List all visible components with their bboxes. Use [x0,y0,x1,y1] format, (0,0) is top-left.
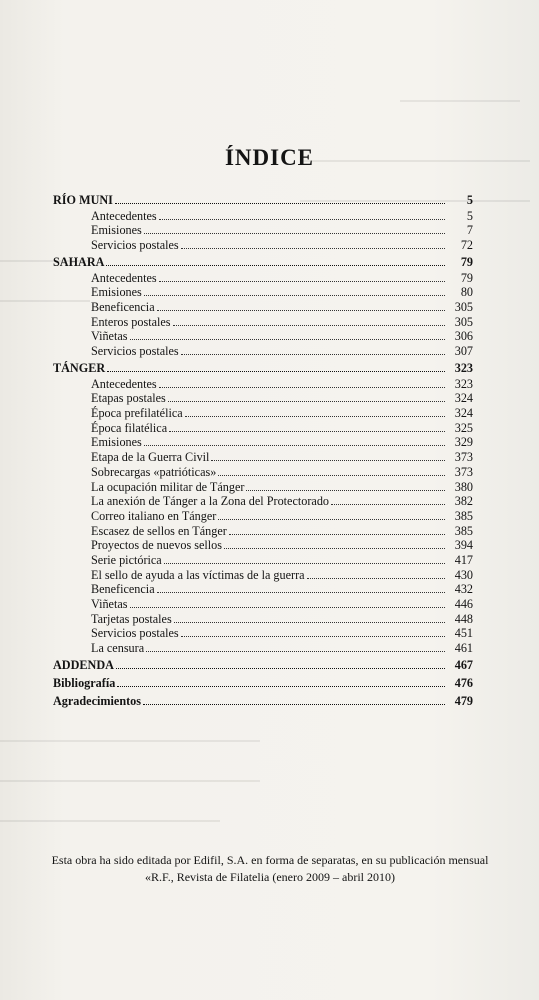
toc-page-number: 432 [454,582,473,597]
toc-entry-label: SAHARA [53,255,105,270]
toc-entry-label: Emisiones [91,223,142,238]
toc-section-entry [53,676,473,692]
dot-leader [130,330,446,340]
toc-section-entry [53,361,473,377]
toc-entry-label: La ocupación militar de Tánger [91,479,245,494]
toc-subentry [53,315,473,330]
toc-subentry [53,509,473,524]
toc-page-number: 329 [454,435,473,450]
dot-leader [115,194,445,204]
toc-entry-label: Antecedentes [91,208,157,223]
dot-leader [218,466,445,476]
toc-entry-label: Época filatélica [91,420,168,435]
toc-subentry [53,391,473,406]
dot-leader [164,554,445,564]
toc-entry-label: La anexión de Tánger a la Zona del Protectorado [91,494,330,509]
toc-entry-label: Agradecimientos [53,694,142,709]
toc-page-number: 80 [460,285,473,300]
dot-leader [107,362,445,372]
toc-entry-label: Servicios postales [91,344,179,358]
toc-page-number: 382 [454,494,473,509]
toc-entry-label: Etapas postales [91,391,166,406]
toc-page-number: 72 [460,237,473,252]
toc-page-number: 324 [454,406,473,421]
dot-leader [181,345,445,355]
toc-page-number: 476 [454,676,473,691]
dot-leader [168,392,445,402]
toc-page-number: 461 [454,641,473,656]
toc-subentry [53,271,473,286]
toc-entry-label: Serie pictórica [91,552,162,567]
toc-subentry [53,450,473,465]
toc-page-number: 79 [460,270,473,285]
toc-entry-label: Proyectos de nuevos sellos [91,538,222,553]
toc-page-number: 307 [454,344,473,358]
dot-leader [157,583,445,593]
toc-page-number: 325 [454,420,473,435]
toc-entry-label: Servicios postales [91,237,179,252]
dot-leader [181,239,445,249]
toc-page-number: 305 [454,299,473,314]
toc-subentry [53,524,473,539]
toc-subentry [53,641,473,656]
publication-note-line-1: Esta obra ha sido editada por Edifil, S.A. en forma de separatas, en su publicación mensual [51,853,489,867]
toc-subentry [53,329,473,344]
dot-leader [169,422,445,432]
toc-subentry [53,494,473,509]
toc-page-number: 323 [454,361,473,376]
dot-leader [331,495,445,505]
toc-entry-label: Bibliografía [53,676,116,691]
dot-leader [159,378,445,388]
dot-leader [143,695,445,705]
dot-leader [185,407,445,417]
toc-page-number: 79 [460,255,473,270]
toc-entry-label: La censura [91,641,145,656]
toc-entry-label: Sobrecargas «patrióticas» [91,464,217,479]
dot-leader [106,256,445,266]
toc-entry-label: Antecedentes [91,376,157,391]
page-title: ÍNDICE [224,145,315,171]
toc-page-number: 306 [454,329,473,344]
dot-leader [174,613,445,623]
toc-section-entry [53,694,473,710]
toc-section-entry [53,193,473,209]
toc-section-entry [53,658,473,674]
toc-page-number: 323 [454,376,473,391]
toc-page-number: 467 [454,658,473,673]
toc-subentry [53,285,473,300]
toc-page-number: 7 [466,223,473,238]
toc-section-entry [53,255,473,271]
toc-subentry [53,553,473,568]
dot-leader [117,677,445,687]
dot-leader [157,301,445,311]
toc-entry-label: Beneficencia [91,582,155,597]
toc-entry-label: Etapa de la Guerra Civil [91,450,210,465]
toc-entry-label: El sello de ayuda a las víctimas de la guerra [91,567,305,582]
toc-entry-label: Servicios postales [91,626,179,641]
toc-subentry [53,435,473,450]
toc-page-number: 451 [454,626,473,641]
toc-page-number: 417 [454,552,473,567]
toc-page-number: 305 [454,314,473,329]
dot-leader [130,598,446,608]
toc-subentry [53,377,473,392]
toc-entry-label: Viñetas [91,597,128,611]
dot-leader [211,451,445,461]
toc-subentry [53,612,473,627]
dot-leader [173,316,445,326]
toc-entry-label: Antecedentes [91,270,157,285]
toc-page-number: 385 [454,523,473,538]
toc-page-number: 5 [466,193,473,207]
dot-leader [144,286,445,296]
toc-subentry [53,597,473,612]
dot-leader [146,642,445,652]
toc-entry-label: Tarjetas postales [91,611,172,626]
toc-page-number: 373 [454,464,473,479]
publication-note-line-2: «R.F., Revista de Filatelia (enero 2009 – abril 2010) [145,870,395,884]
dot-leader [144,224,445,234]
toc-page-number: 373 [454,450,473,465]
toc-page-number: 446 [454,597,473,611]
toc-subentry [53,465,473,480]
toc-subentry [53,223,473,238]
toc-subentry [53,406,473,421]
toc-page-number: 5 [466,208,473,223]
dot-leader [144,436,445,446]
toc-subentry [53,421,473,436]
toc-subentry [53,344,473,359]
dot-leader [159,210,445,220]
toc-entry-label: Correo italiano en Tánger [91,508,217,523]
dot-leader [224,539,445,549]
dot-leader [218,510,445,520]
toc-entry-label: TÁNGER [53,361,106,376]
toc-entry-label: RÍO MUNI [53,193,113,207]
table-of-contents [53,193,473,710]
toc-entry-label: Época prefilatélica [91,406,183,421]
toc-entry-label: Emisiones [91,435,142,450]
toc-subentry [53,626,473,641]
toc-page-number: 448 [454,611,473,626]
toc-page-number: 324 [454,391,473,406]
toc-subentry [53,568,473,583]
toc-page-number: 430 [454,567,473,582]
toc-subentry [53,582,473,597]
toc-page-number: 385 [454,508,473,523]
toc-entry-label: Viñetas [91,329,128,344]
toc-subentry [53,238,473,253]
toc-page-number: 479 [454,694,473,709]
toc-subentry [53,480,473,495]
toc-entry-label: Emisiones [91,285,142,300]
dot-leader [181,627,445,637]
dot-leader [229,525,445,535]
toc-entry-label: Beneficencia [91,299,155,314]
toc-subentry [53,538,473,553]
toc-subentry [53,209,473,224]
publication-note [50,852,490,886]
dot-leader [116,659,445,669]
dot-leader [159,272,445,282]
dot-leader [307,569,445,579]
toc-entry-label: Escasez de sellos en Tánger [91,523,227,538]
dot-leader [246,481,445,491]
toc-page-number: 380 [454,479,473,494]
toc-subentry [53,300,473,315]
toc-entry-label: Enteros postales [91,314,171,329]
toc-entry-label: ADDENDA [53,658,114,673]
toc-page-number: 394 [454,538,473,553]
